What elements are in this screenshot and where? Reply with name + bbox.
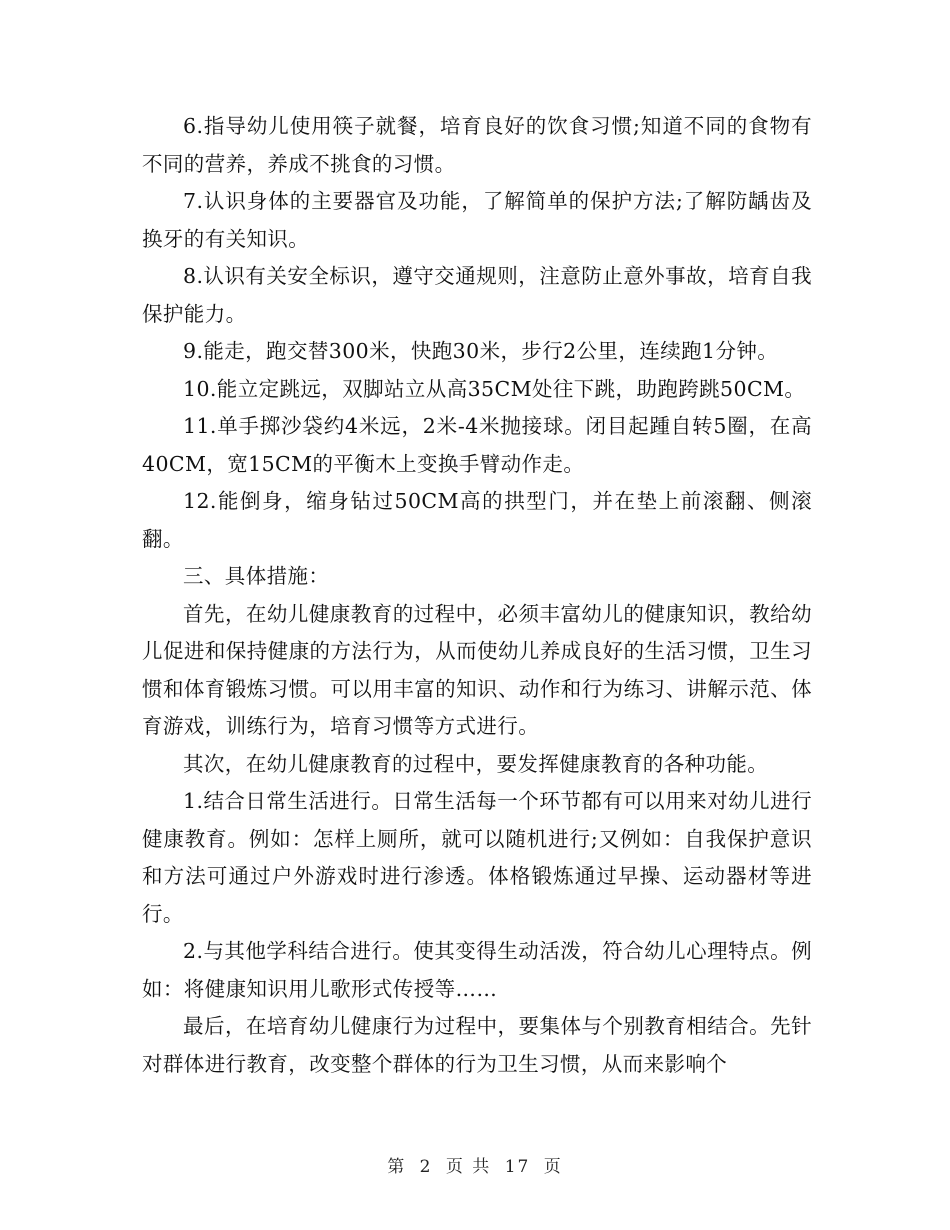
paragraph-item-10: 10.能立定跳远，双脚站立从高35CM处往下跳，助跑跨跳50CM。 [183,376,806,401]
page-number: 2 [419,1157,433,1177]
paragraph-item-12: 12.能倒身，缩身钻过50CM高的拱型门，并在垫上前滚翻、侧滚翻。 [142,489,812,551]
paragraph-measure-2: 2.与其他学科结合进行。使其变得生动活泼，符合幼儿心理特点。例如：将健康知识用儿歌形式传授等…… [142,939,812,1001]
paragraph-measure-1: 1.结合日常生活进行。日常生活每一个环节都有可以用来对幼儿进行健康教育。例如：怎样上厕所，就可以随机进行;又例如：自我保护意识和方法可通过户外游戏时进行渗透。体格锻炼通过早操、运动器材等进行。 [142,789,812,926]
paragraph-second: 其次，在幼儿健康教育的过程中，要发挥健康教育的各种功能。 [183,751,769,776]
document-body [142,108,812,1083]
footer-prefix: 第 [387,1157,407,1177]
paragraph-item-8: 8.认识有关安全标识，遵守交通规则，注意防止意外事故，培育自我保护能力。 [142,264,812,326]
page-total: 17 [504,1157,531,1177]
footer-suffix: 页 [543,1157,563,1177]
paragraph-first: 首先，在幼儿健康教育的过程中，必须丰富幼儿的健康知识，教给幼儿促进和保持健康的方法行为，从而使幼儿养成良好的生活习惯，卫生习惯和体育锻炼习惯。可以用丰富的知识、动作和行为练习、讲解示范、体育游戏，训练行为，培育习惯等方式进行。 [142,601,812,738]
paragraph-item-6: 6.指导幼儿使用筷子就餐，培育良好的饮食习惯;知道不同的食物有不同的营养，养成不挑食的习惯。 [142,114,812,176]
footer-middle: 页 共 [445,1157,492,1177]
section-heading: 三、具体措施： [183,564,330,588]
paragraph-finally: 最后，在培育幼儿健康行为过程中，要集体与个别教育相结合。先针对群体进行教育，改变整个群体的行为卫生习惯，从而来影响个 [142,1014,812,1076]
paragraph-item-9: 9.能走，跑交替300米，快跑30米，步行2公里，连续跑1分钟。 [183,339,779,363]
paragraph-item-7: 7.认识身体的主要器官及功能，了解简单的保护方法;了解防龋齿及换牙的有关知识。 [142,189,812,251]
paragraph-item-11: 11.单手掷沙袋约4米远，2米-4米抛接球。闭目起踵自转5圈，在高40CM，宽15CM的平衡木上变换手臂动作走。 [142,414,812,476]
page-footer [0,1152,950,1177]
